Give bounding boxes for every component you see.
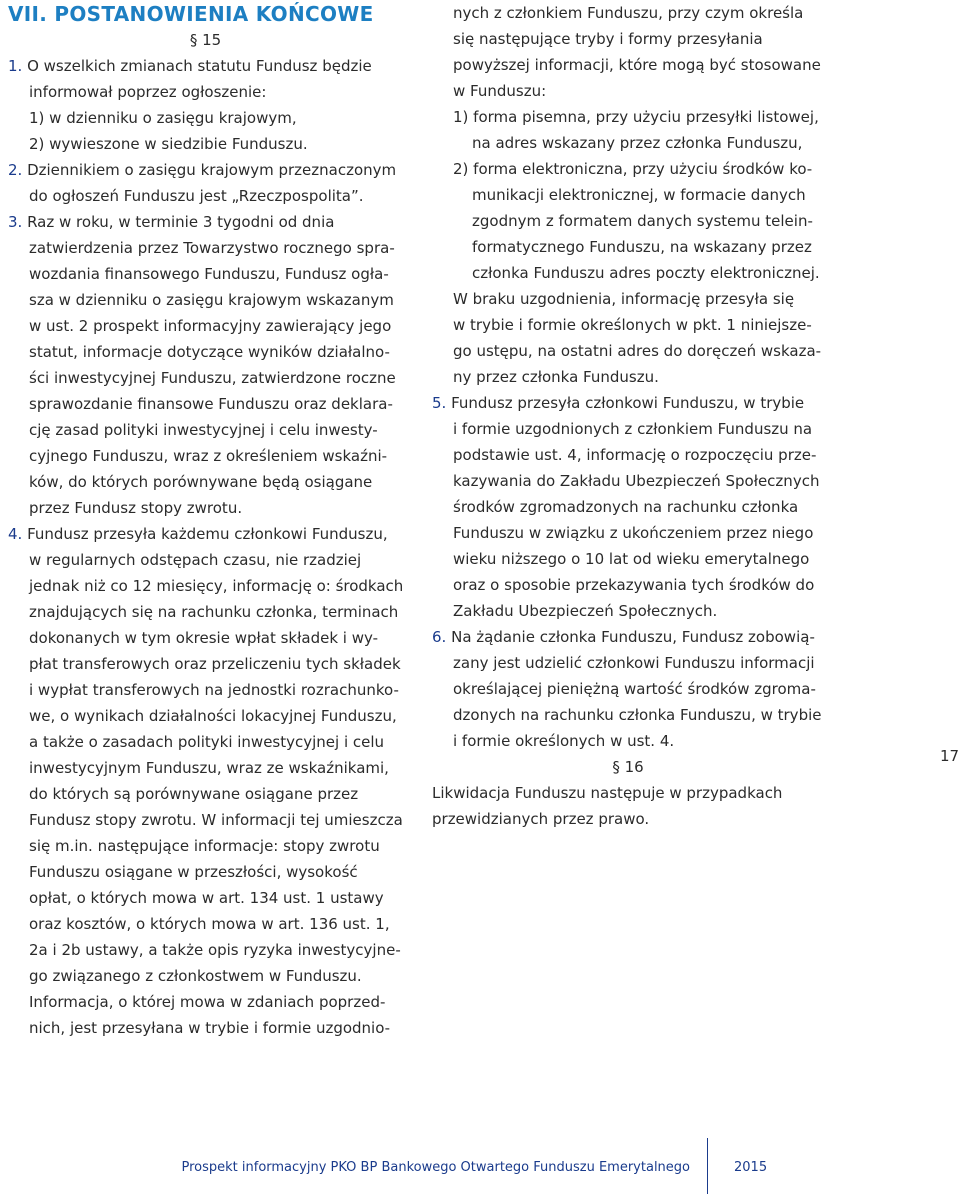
text-line: 3. Raz w roku, w terminie 3 tygodni od dnia <box>8 213 335 231</box>
left-column <box>8 0 403 1041</box>
text-line: 6. Na żądanie członka Funduszu, Fundusz zobowią- <box>432 628 815 646</box>
section-title: VII. POSTANOWIENIA KOŃCOWE <box>8 2 374 26</box>
text-line: 2. Dziennikiem o zasięgu krajowym przeznaczonym <box>8 161 397 179</box>
text-line: znajdujących się na rachunku członka, terminach <box>29 603 399 621</box>
text-line: w Funduszu: <box>453 82 547 100</box>
text-line: zatwierdzenia przez Towarzystwo rocznego spra- <box>29 239 395 257</box>
text-line: ków, do których porównywane będą osiągane <box>29 473 373 491</box>
text-line: Funduszu w związku z ukończeniem przez niego <box>453 524 814 542</box>
text-line: a także o zasadach polityki inwestycyjnej i celu <box>29 733 385 751</box>
text-line: płat transferowych oraz przeliczeniu tych składek <box>29 655 401 673</box>
text-line: informował poprzez ogłoszenie: <box>29 83 267 101</box>
text-line: Likwidacja Funduszu następuje w przypadkach <box>432 784 783 802</box>
item-number: 1. <box>8 57 23 75</box>
text-line: i formie uzgodnionych z członkiem Funduszu na <box>453 420 813 438</box>
text-line: 2a i 2b ustawy, a także opis ryzyka inwestycyjne- <box>29 941 401 959</box>
text-line: cję zasad polityki inwestycyjnej i celu inwesty- <box>29 421 378 439</box>
text-line: zgodnym z formatem danych systemu telein- <box>472 212 813 230</box>
text-line: 2) wywieszone w siedzibie Funduszu. <box>29 135 308 153</box>
text-line: 1) forma pisemna, przy użyciu przesyłki listowej, <box>453 108 819 126</box>
text-line: sza w dzienniku o zasięgu krajowym wskazanym <box>29 291 394 309</box>
text-line: się następujące tryby i formy przesyłania <box>453 30 763 48</box>
text-line: i formie określonych w ust. 4. <box>453 732 675 750</box>
item-number: 3. <box>8 213 23 231</box>
text-line: na adres wskazany przez członka Funduszu, <box>472 134 803 152</box>
text-line: wieku niższego o 10 lat od wieku emerytalnego <box>453 550 810 568</box>
item-number: 5. <box>432 394 447 412</box>
text-line: nych z członkiem Funduszu, przy czym określa <box>453 4 804 22</box>
text-line: 2) forma elektroniczna, przy użyciu środków ko- <box>453 160 813 178</box>
text-line: Fundusz stopy zwrotu. W informacji tej umieszcza <box>29 811 403 829</box>
text-line: określającej pieniężną wartość środków zgroma- <box>453 680 816 698</box>
text-line: inwestycyjnym Funduszu, wraz ze wskaźnikami, <box>29 759 389 777</box>
text-line: jednak niż co 12 miesięcy, informację o: środkach <box>29 577 404 595</box>
text-line: podstawie ust. 4, informację o rozpoczęciu prze- <box>453 446 817 464</box>
footer-title-text: Prospekt informacyjny PKO BP Bankowego Otwartego Funduszu Emerytalnego <box>181 1160 690 1175</box>
text-line: nich, jest przesyłana w trybie i formie uzgodnio- <box>29 1019 391 1037</box>
paragraph-16-heading: § 16 <box>612 758 644 776</box>
text-line: formatycznego Funduszu, na wskazany przez <box>472 238 812 256</box>
text-line: 1) w dzienniku o zasięgu krajowym, <box>29 109 297 127</box>
text-line: Zakładu Ubezpieczeń Społecznych. <box>453 602 718 620</box>
text-line: członka Funduszu adres poczty elektronicznej. <box>472 264 820 282</box>
text-line: we, o wynikach działalności lokacyjnej Funduszu, <box>29 707 397 725</box>
text-line: ści inwestycyjnej Funduszu, zatwierdzone roczne <box>29 369 396 387</box>
item-number: 2. <box>8 161 23 179</box>
text-line: 1. O wszelkich zmianach statutu Fundusz będzie <box>8 57 372 75</box>
text-line: oraz o sposobie przekazywania tych środków do <box>453 576 815 594</box>
text-line: w ust. 2 prospekt informacyjny zawierający jego <box>29 317 392 335</box>
text-line: 4. Fundusz przesyła każdemu członkowi Funduszu, <box>8 525 388 543</box>
text-line: oraz kosztów, o których mowa w art. 136 ust. 1, <box>29 915 390 933</box>
text-line: do których są porównywane osiągane przez <box>29 785 359 803</box>
text-line: 5. Fundusz przesyła członkowi Funduszu, w trybie <box>432 394 805 412</box>
text-line: sprawozdanie finansowe Funduszu oraz deklara- <box>29 395 393 413</box>
text-line: wozdania finansowego Funduszu, Fundusz ogła- <box>29 265 389 283</box>
footer-divider <box>707 1138 708 1194</box>
text-line: w trybie i formie określonych w pkt. 1 niniejsze- <box>453 316 812 334</box>
text-line: zany jest udzielić członkowi Funduszu informacji <box>453 654 815 672</box>
text-line: przewidzianych przez prawo. <box>432 810 650 828</box>
text-line: kazywania do Zakładu Ubezpieczeń Społecznych <box>453 472 820 490</box>
text-line: statut, informacje dotyczące wyników działalno- <box>29 343 390 361</box>
text-line: go związanego z członkostwem w Funduszu. <box>29 967 362 985</box>
text-line: się m.in. następujące informacje: stopy zwrotu <box>29 837 380 855</box>
text-line: dokonanych w tym okresie wpłat składek i wy- <box>29 629 378 647</box>
footer-year: 2015 <box>734 1160 768 1175</box>
page-number: 17 <box>940 747 960 765</box>
text-line: W braku uzgodnienia, informację przesyła się <box>453 290 795 308</box>
text-line: dzonych na rachunku członka Funduszu, w trybie <box>453 706 822 724</box>
item-number: 6. <box>432 628 447 646</box>
text-line: opłat, o których mowa w art. 134 ust. 1 ustawy <box>29 889 384 907</box>
text-line: przez Fundusz stopy zwrotu. <box>29 499 243 517</box>
item-number: 4. <box>8 525 23 543</box>
text-line: środków zgromadzonych na rachunku członka <box>453 498 799 516</box>
text-line: Informacja, o której mowa w zdaniach poprzed- <box>29 993 386 1011</box>
paragraph-15-heading: § 15 <box>189 31 222 49</box>
text-line: Funduszu osiągane w przeszłości, wysokość <box>29 863 358 881</box>
text-line: i wypłat transferowych na jednostki rozrachunko- <box>29 681 399 699</box>
text-line: w regularnych odstępach czasu, nie rzadziej <box>29 551 362 569</box>
right-column <box>432 0 824 832</box>
text-line: cyjnego Funduszu, wraz z określeniem wskaźni- <box>29 447 388 465</box>
text-line: munikacji elektronicznej, w formacie danych <box>472 186 806 204</box>
text-line: go ustępu, na ostatni adres do doręczeń wskaza- <box>453 342 822 360</box>
text-line: powyższej informacji, które mogą być stosowane <box>453 56 821 74</box>
text-line: do ogłoszeń Funduszu jest „Rzeczpospolita”. <box>29 187 364 205</box>
text-line: ny przez członka Funduszu. <box>453 368 659 386</box>
